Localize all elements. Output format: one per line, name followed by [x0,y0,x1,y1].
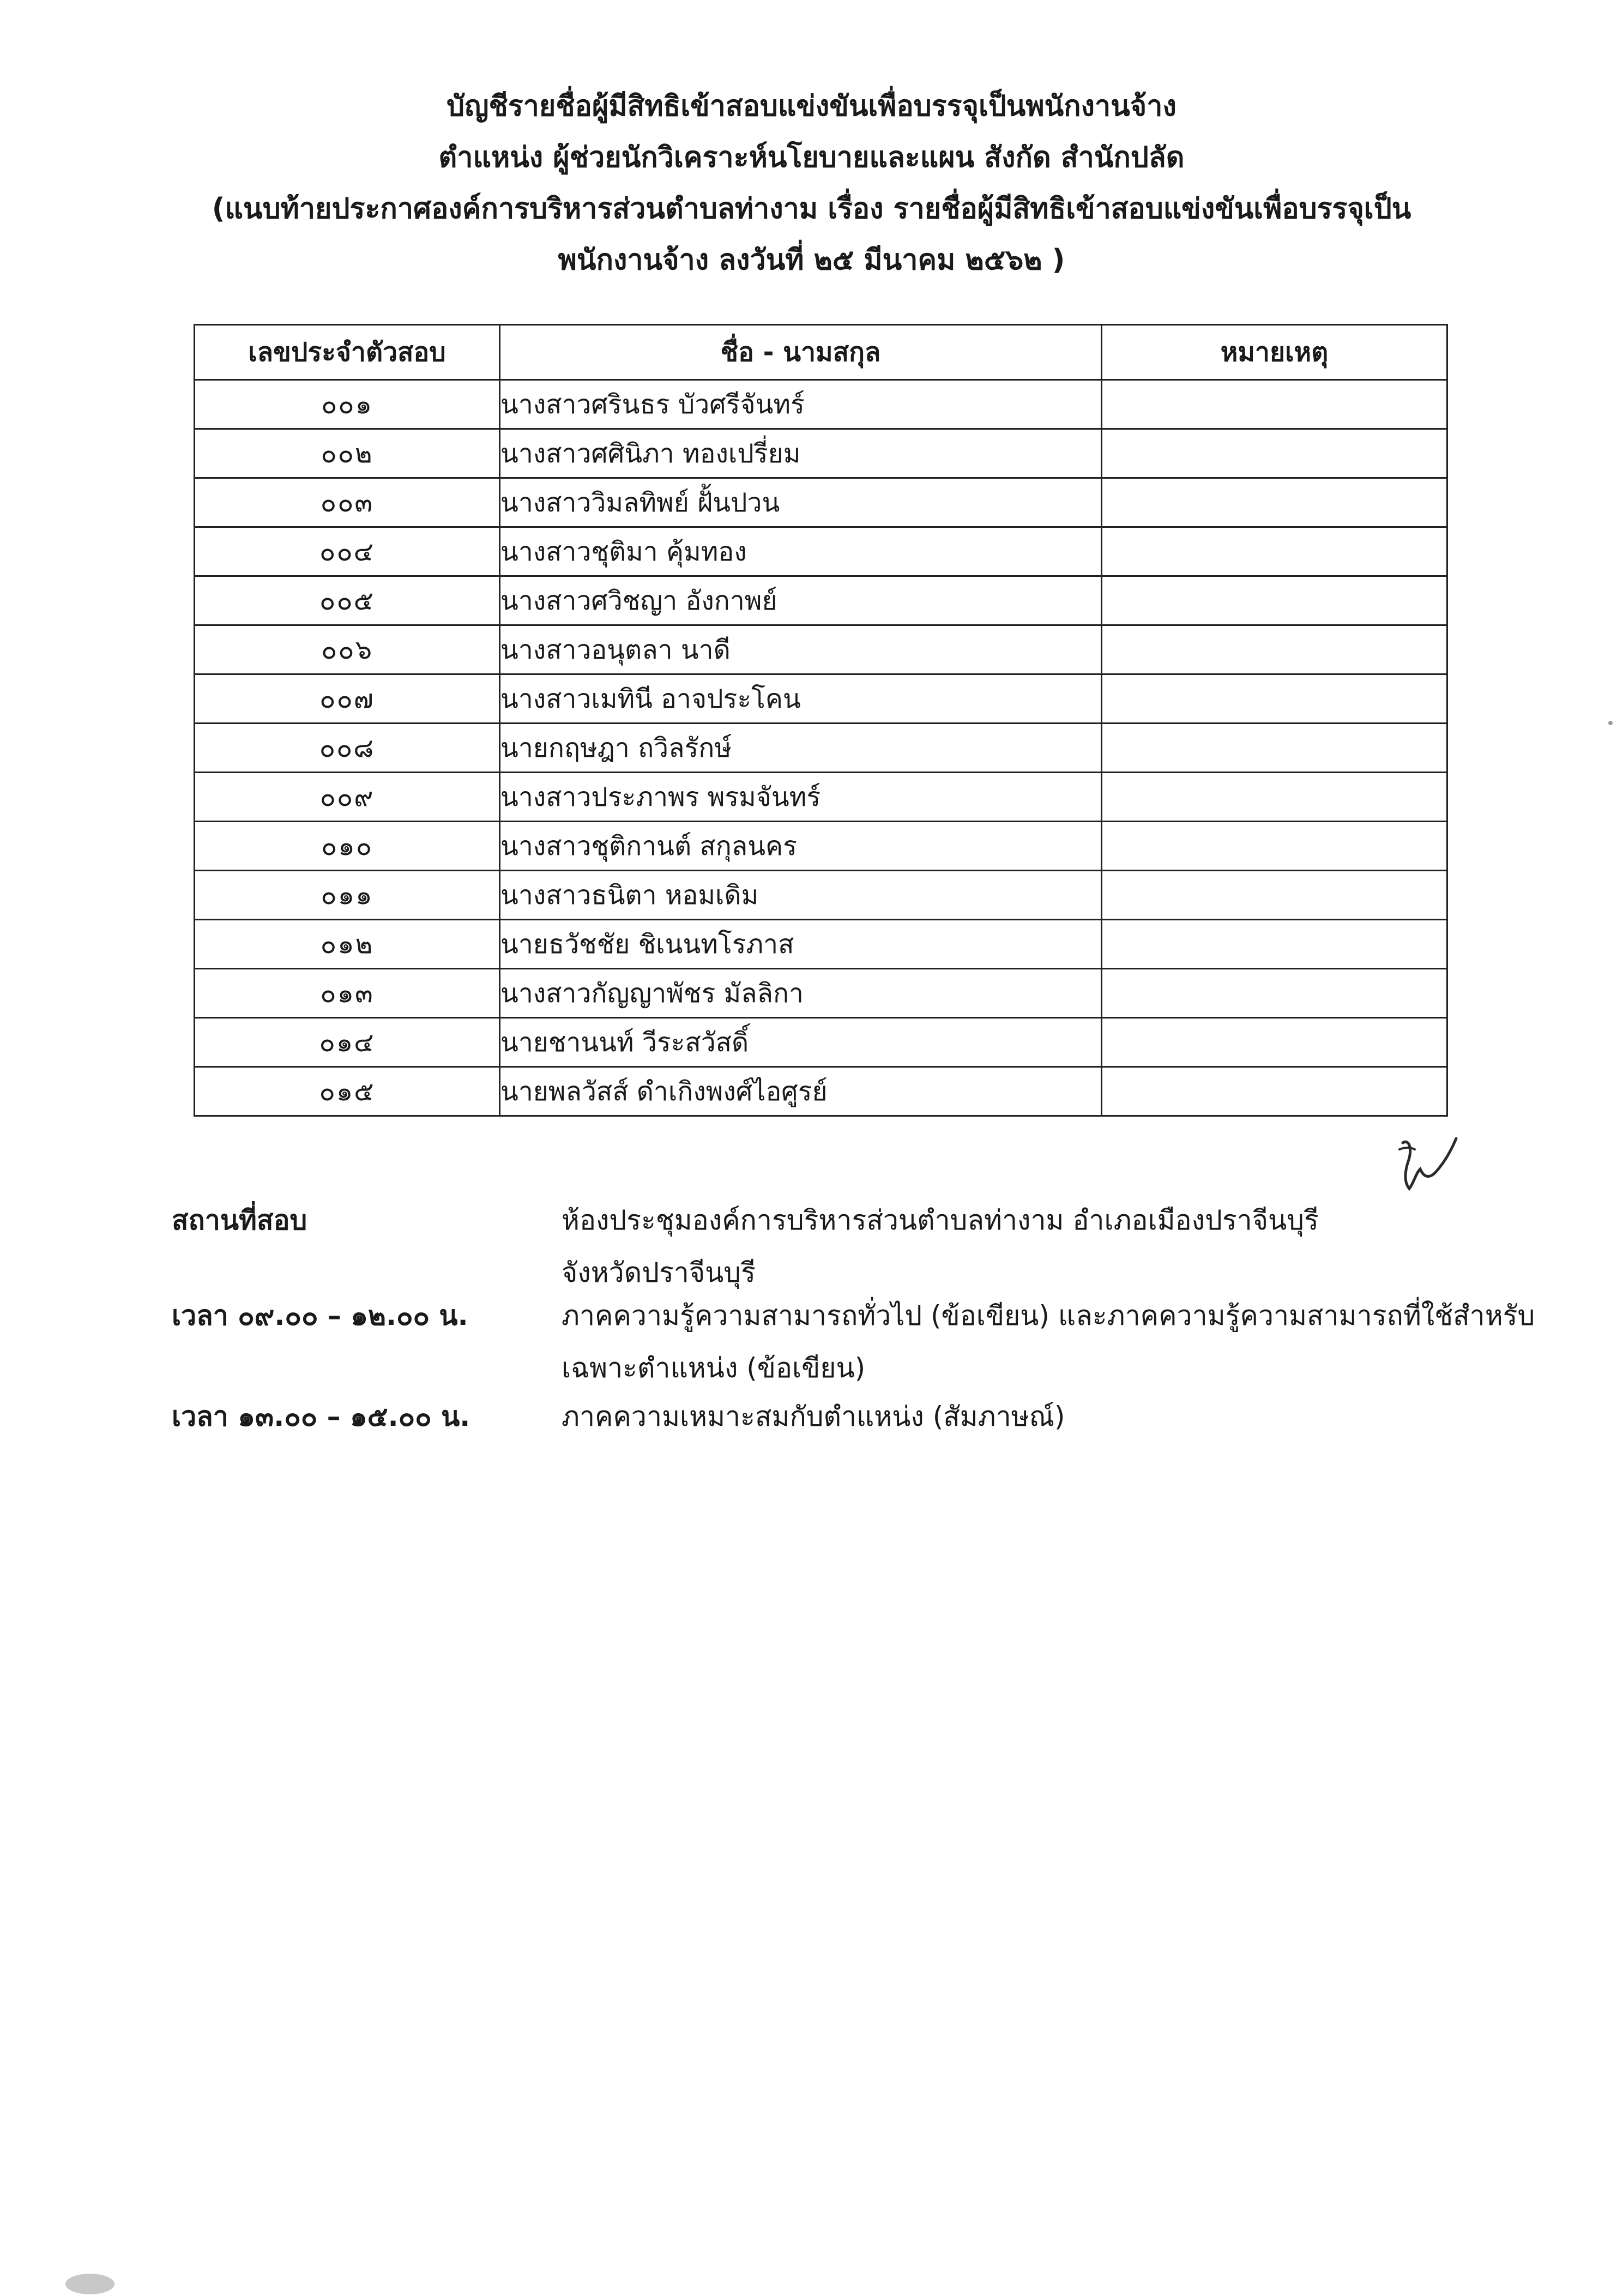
session-morning-line-2: เฉพาะตำแหน่ง (ข้อเขียน) [562,1352,866,1384]
remarks-cell [1102,1018,1447,1067]
name-cell: นางสาวชุติกานต์ สกุลนคร [500,822,1102,871]
remarks-cell [1102,1067,1447,1116]
remarks-cell [1102,822,1447,871]
remarks-cell [1102,920,1447,969]
remarks-cell [1102,380,1447,429]
header-full-name: ชื่อ - นามสกุล [500,325,1102,380]
exam-id-cell: ๐๑๔ [195,1018,500,1067]
location-line-1: ห้องประชุมองค์การบริหารส่วนตำบลท่างาม อำเภอเมืองปราจีนบุรี [562,1204,1319,1236]
name-cell: นางสาวธนิตา หอมเดิม [500,871,1102,920]
table-row [195,773,1447,822]
remarks-cell [1102,674,1447,724]
name-cell: นายพลวัสส์ ดำเกิงพงศ์ไอศูรย์ [500,1067,1102,1116]
remarks-cell [1102,871,1447,920]
exam-id-cell: ๐๑๐ [195,822,500,871]
remarks-cell [1102,969,1447,1018]
table-row [195,871,1447,920]
remarks-cell [1102,576,1447,625]
name-cell: นางสาวเมทินี อาจประโคน [500,674,1102,724]
exam-id-cell: ๐๐๔ [195,527,500,576]
remarks-cell [1102,527,1447,576]
exam-id-cell: ๐๐๑ [195,380,500,429]
session-afternoon-line-1: ภาคความเหมาะสมกับตำแหน่ง (สัมภาษณ์) [562,1401,1065,1432]
table-row [195,478,1447,527]
name-cell: นางสาวศรินธร บัวศรีจันทร์ [500,380,1102,429]
exam-id-cell: ๐๑๕ [195,1067,500,1116]
exam-id-cell: ๐๑๒ [195,920,500,969]
name-cell: นางสาวศศินิภา ทองเปรี่ยม [500,429,1102,478]
candidate-table [194,324,1448,1117]
name-cell: นางสาวศวิชญา อังกาพย์ [500,576,1102,625]
name-cell: นายกฤษฎา ถวิลรักษ์ [500,724,1102,773]
session-afternoon-detail [562,1390,1623,1443]
title-line-2: ตำแหน่ง ผู้ช่วยนักวิเคราะห์นโยบายและแผน สังกัด สำนักปลัด [438,141,1185,174]
name-cell: นางสาวชุติมา คุ้มทอง [500,527,1102,576]
table-row [195,674,1447,724]
table-row [195,724,1447,773]
header-remarks: หมายเหตุ [1102,325,1447,380]
exam-id-cell: ๐๐๓ [195,478,500,527]
remarks-cell [1102,478,1447,527]
name-cell: นายธวัชชัย ชิเนนทโรภาส [500,920,1102,969]
exam-id-cell: ๐๐๒ [195,429,500,478]
exam-id-cell: ๐๐๙ [195,773,500,822]
scan-smudge [65,2274,114,2294]
table-row [195,920,1447,969]
table-row [195,527,1447,576]
exam-id-cell: ๐๑๓ [195,969,500,1018]
table-row [195,625,1447,674]
exam-id-cell: ๐๐๕ [195,576,500,625]
title-line-3: (แนบท้ายประกาศองค์การบริหารส่วนตำบลท่างาม เรื่อง รายชื่อผู้มีสิทธิเข้าสอบแข่งขันเพื่อบรรจุเป็น [212,192,1411,225]
table-row [195,822,1447,871]
exam-id-cell: ๐๐๖ [195,625,500,674]
table-header-row [195,325,1447,380]
scan-speck [1608,721,1613,725]
name-cell: นางสาวอนุตลา นาดี [500,625,1102,674]
table-row [195,380,1447,429]
title-line-4: พนักงานจ้าง ลงวันที่ ๒๕ มีนาคม ๒๕๖๒ ) [558,244,1065,276]
remarks-cell [1102,625,1447,674]
table-row [195,429,1447,478]
title-line-1: บัญชีรายชื่อผู้มีสิทธิเข้าสอบแข่งขันเพื่อบรรจุเป็นพนักงานจ้าง [447,90,1176,123]
exam-id-cell: ๐๐๘ [195,724,500,773]
remarks-cell [1102,773,1447,822]
table-row [195,1018,1447,1067]
header-exam-id: เลขประจำตัวสอบ [195,325,500,380]
exam-id-cell: ๐๑๑ [195,871,500,920]
remarks-cell [1102,429,1447,478]
name-cell: นางสาวกัญญาพัชร มัลลิกา [500,969,1102,1018]
remarks-cell [1102,724,1447,773]
document-title [0,81,1623,286]
name-cell: นายชานนท์ วีระสวัสดิ์ [500,1018,1102,1067]
location-label: สถานที่สอบ [172,1204,307,1236]
session-morning-detail [562,1289,1623,1394]
name-cell: นางสาวประภาพร พรมจันทร์ [500,773,1102,822]
location-value [562,1194,1623,1299]
session-morning-line-1: ภาคความรู้ความสามารถทั่วไป (ข้อเขียน) และภาคความรู้ความสามารถที่ใช้สำหรับ [562,1300,1535,1331]
table-row [195,576,1447,625]
exam-id-cell: ๐๐๗ [195,674,500,724]
signature-initials [1387,1128,1464,1204]
location-line-2: จังหวัดปราจีนบุรี [562,1257,756,1288]
table-row [195,1067,1447,1116]
session-morning-time: เวลา ๐๙.๐๐ – ๑๒.๐๐ น. [172,1300,468,1331]
session-afternoon-time: เวลา ๑๓.๐๐ – ๑๕.๐๐ น. [172,1401,470,1432]
name-cell: นางสาววิมลทิพย์ ฝั้นปวน [500,478,1102,527]
table-row [195,969,1447,1018]
